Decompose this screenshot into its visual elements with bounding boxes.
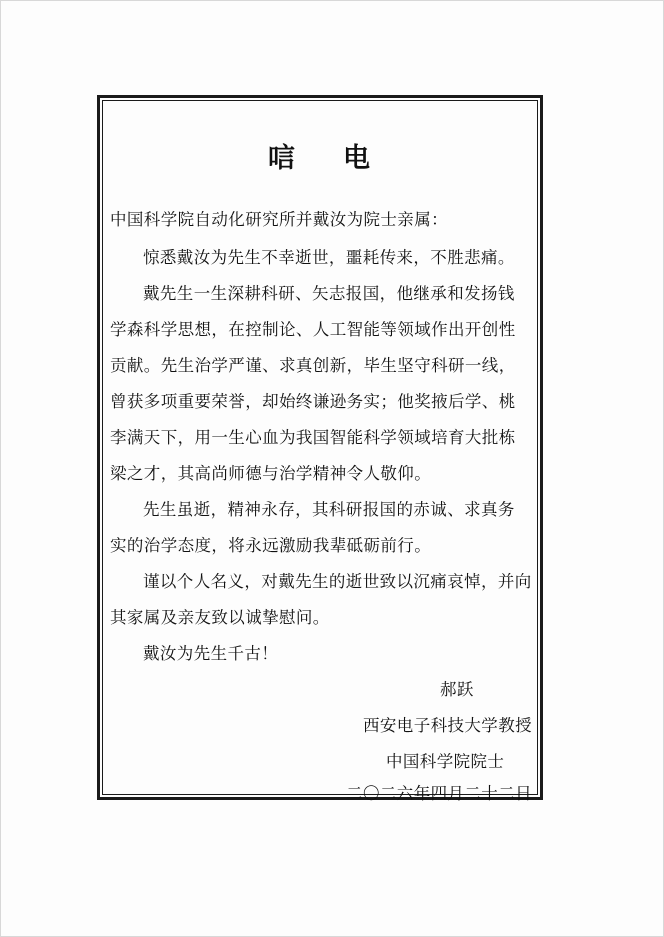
signature-affiliation: 西安电子科技大学教授 xyxy=(363,716,532,735)
document-title xyxy=(100,136,540,175)
paragraph-3-line-1: 先生虽逝，精神永存，其科研报国的赤诚、求真务 xyxy=(143,500,515,519)
paragraph-2-line-1: 戴先生一生深耕科研、矢志报国，他继承和发扬钱 xyxy=(143,284,515,303)
paragraph-4-line-2: 其家属及亲友致以诚挚慰问。 xyxy=(110,608,330,627)
paragraph-5-line-1: 戴汝为先生千古！ xyxy=(143,644,279,663)
paragraph-2-line-6: 梁之才，其高尚师德与治学精神令人敬仰。 xyxy=(110,464,432,483)
salutation: 中国科学院自动化研究所并戴汝为院士亲属： xyxy=(110,210,448,229)
paragraph-4-line-1: 谨以个人名义，对戴先生的逝世致以沉痛哀悼，并向 xyxy=(143,572,532,591)
signature-name: 郝跃 xyxy=(440,680,474,699)
document-border-frame xyxy=(97,95,543,803)
title-char-2: 电 xyxy=(343,143,372,174)
paragraph-2-line-5: 李满天下，用一生心血为我国智能科学领域培育大批栋 xyxy=(110,428,516,447)
paragraph-2-line-3: 贡献。先生治学严谨、求真创新，毕生坚守科研一线， xyxy=(110,356,516,375)
paragraph-1-line-1: 惊悉戴汝为先生不幸逝世，噩耗传来，不胜悲痛。 xyxy=(143,248,515,267)
paragraph-2-line-2: 学森科学思想，在控制论、人工智能等领域作出开创性 xyxy=(110,320,516,339)
signature-date: 二〇二六年四月二十二日 xyxy=(346,784,532,803)
signature-title: 中国科学院院士 xyxy=(386,752,505,771)
paragraph-2-line-4: 曾获多项重要荣誉，却始终谦逊务实；他奖掖后学、桃 xyxy=(110,392,516,411)
paragraph-3-line-2: 实的治学态度，将永远激励我辈砥砺前行。 xyxy=(110,536,432,555)
title-char-1: 唁 xyxy=(268,143,297,174)
